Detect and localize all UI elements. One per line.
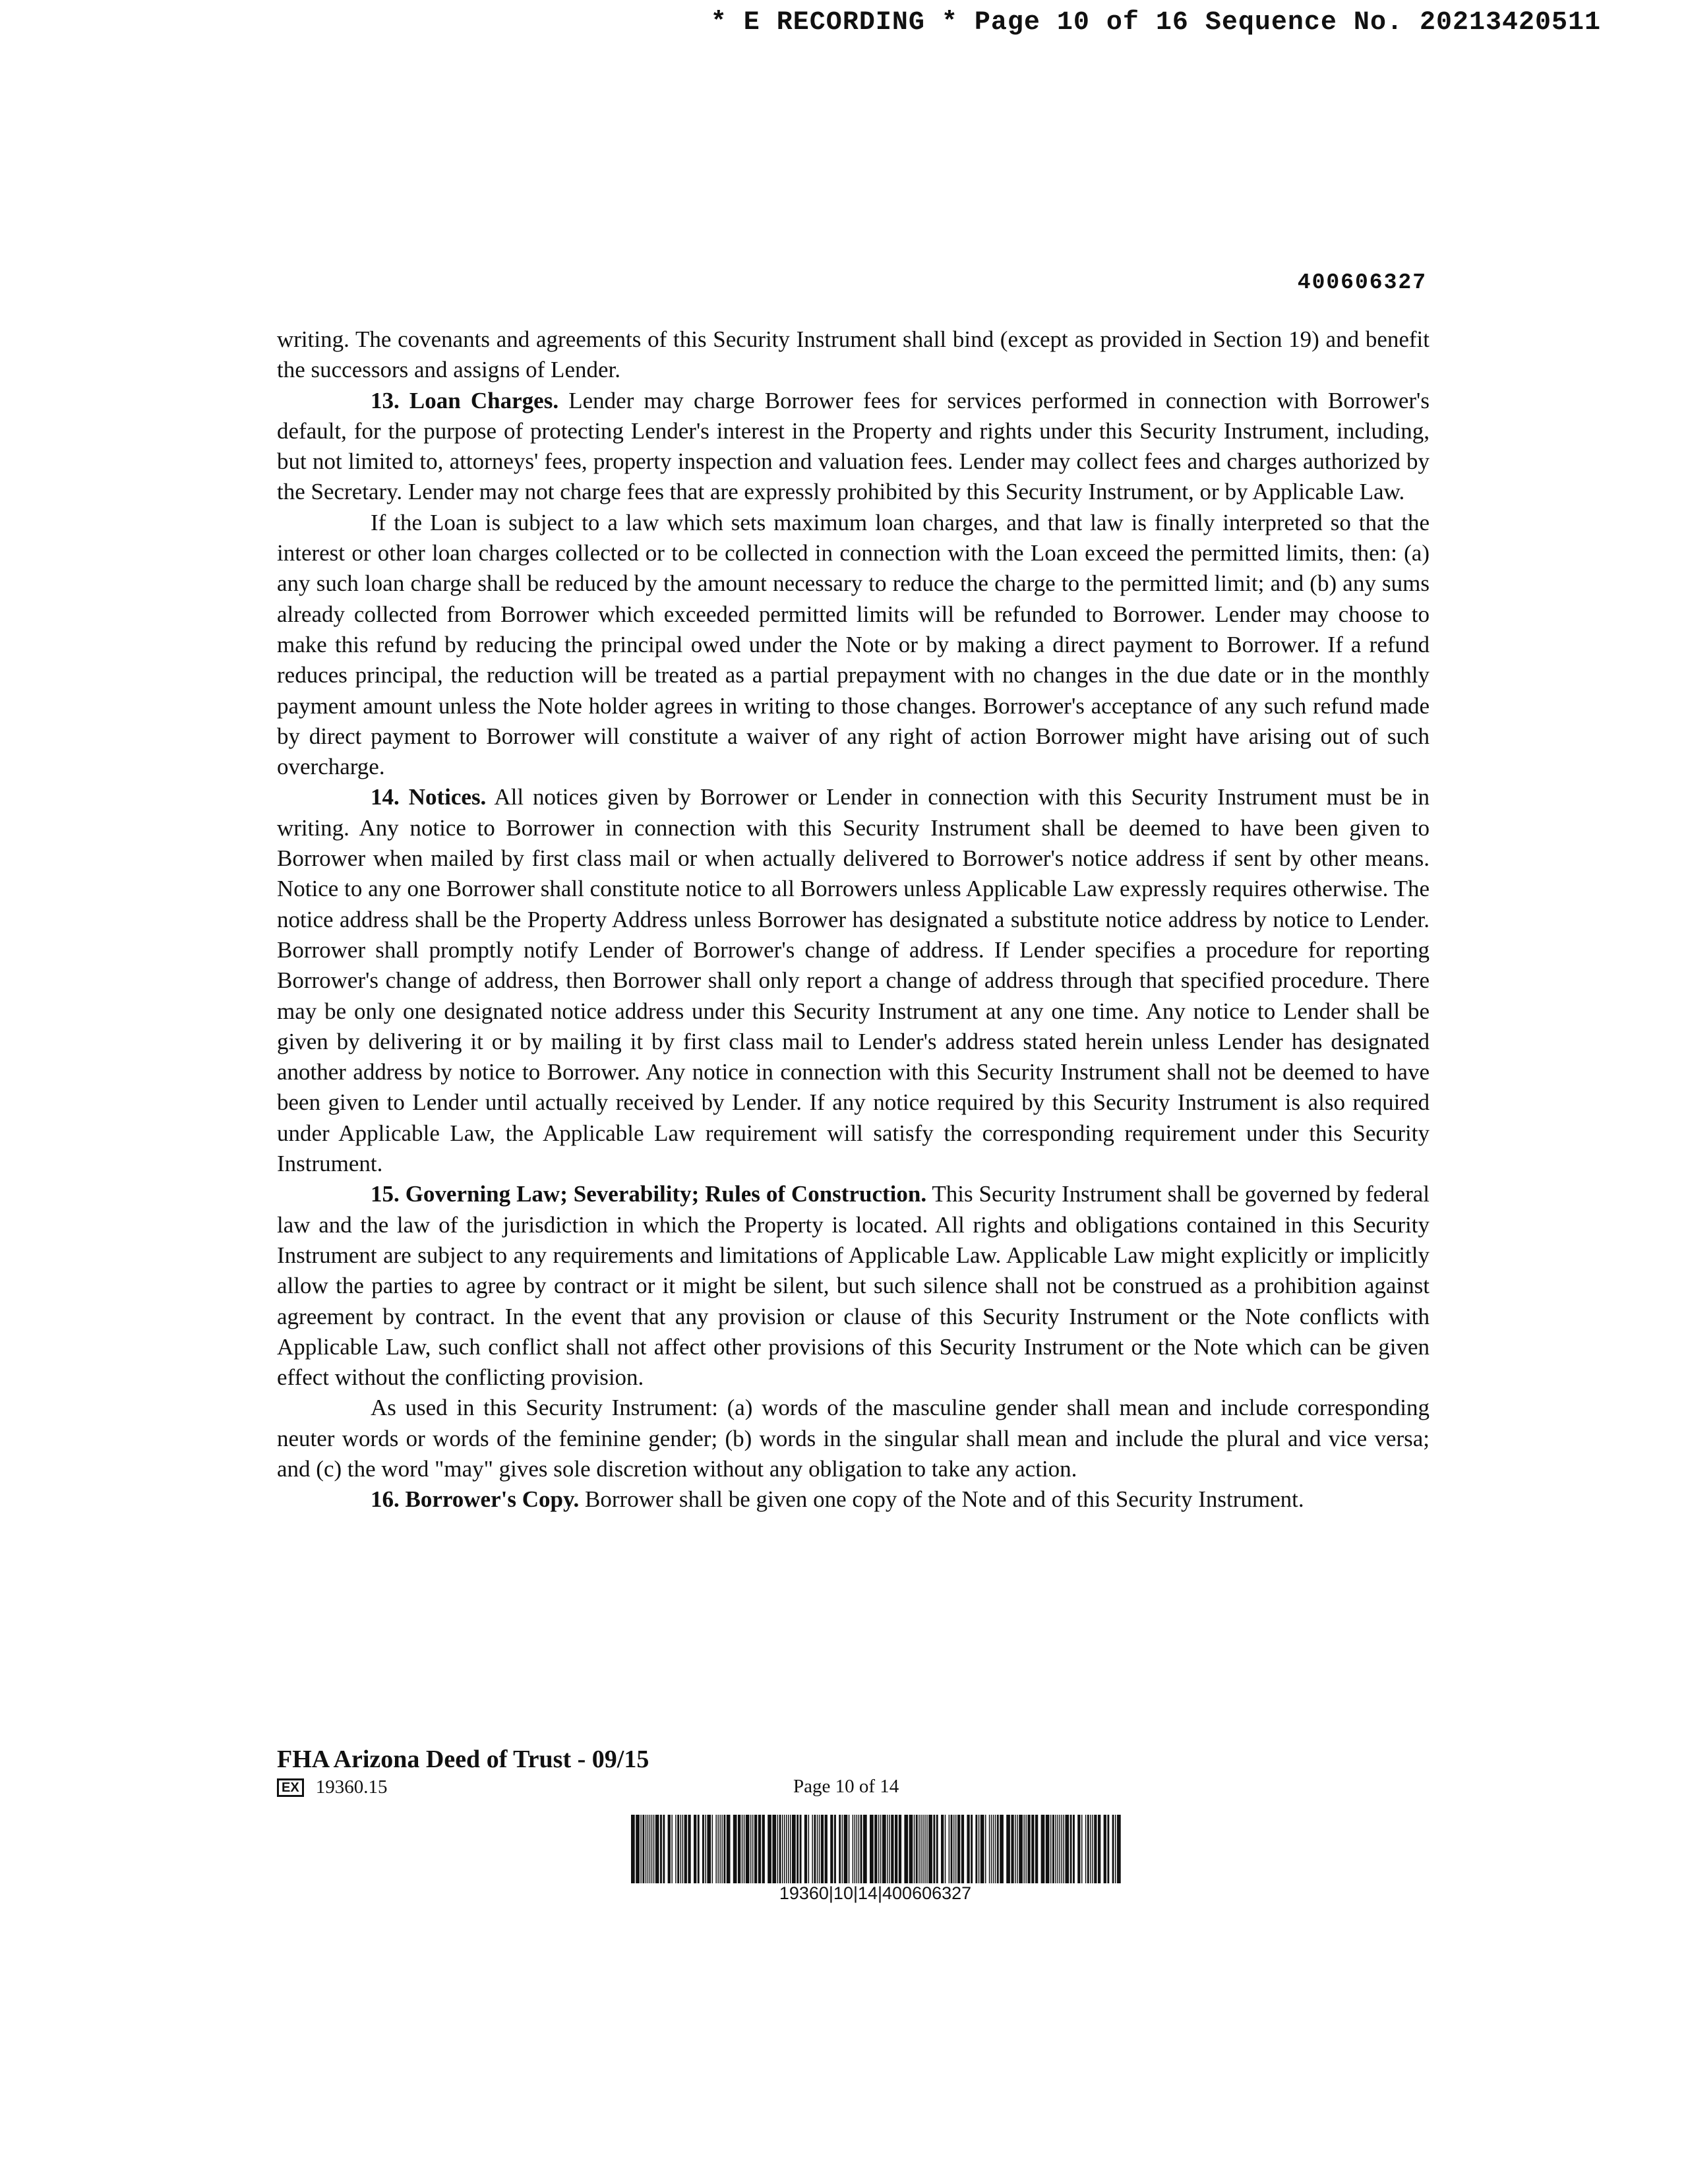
paragraph-0 [277,324,1430,386]
form-title: FHA Arizona Deed of Trust - 09/15 [277,1745,649,1773]
paragraph-text: writing. The covenants and agreements of this Security Instrument shall bind (except as provided in Section 19) and benefit the successors and assigns of Lender. [277,326,1430,383]
ex-logo-icon: EX [277,1778,304,1797]
form-id [277,1776,387,1798]
barcode-text: 19360|10|14|400606327 [779,1883,972,1903]
paragraph-text: If the Loan is subject to a law which sets maximum loan charges, and that law is finally interpreted so that the interest or other loan charges collected or to be collected in connection with the Loan exceed the permitted limits, then: (a) any such loan charge shall be reduced by the amount necessary to reduce the charge to the permitted limit; and (b) any sums already collected from Borrower which exceeded permitted limits will be refunded to Borrower. Lender may choose to make this refund by reducing the principal owed under the Note or by making a direct payment to Borrower. If a refund reduces principal, the reduction will be treated as a partial prepayment with no changes in the due date or in the monthly payment amount unless the Note holder agrees in writing to those changes. Borrower's acceptance of any such refund made by direct payment to Borrower will constitute a waiver of any right of action Borrower might have arising out of such overcharge. [277,509,1430,780]
section-title: 15. Governing Law; Severability; Rules of Construction. [371,1181,927,1207]
paragraph-text: This Security Instrument shall be governed by federal law and the law of the jurisdiction in which the Property is located. All rights and obligations contained in this Security Instrument are subject to any requirements and limitations of Applicable Law. Applicable Law might explicitly or implicitly allow the parties to agree by contract or it might be silent, but such silence shall not be construed as a prohibition against agreement by contract. In the event that any provision or clause of this Security Instrument or the Note conflicts with Applicable Law, such conflict shall not affect other provisions of this Security Instrument or the Note which can be given effect without the conflicting provision. [277,1181,1430,1391]
form-number: 19360.15 [315,1776,388,1798]
paragraph-3 [277,782,1430,1179]
paragraph-5 [277,1393,1430,1484]
section-title: 14. Notices. [371,784,487,810]
paragraph-text: Lender may charge Borrower fees for services performed in connection with Borrower's default, for the purpose of protecting Lender's interest in the Property and rights under this Security Instrument, including, but not limited to, attorneys' fees, property inspection and valuation fees. Lender may collect fees and charges authorized by the Secretary. Lender may not charge fees that are expressly prohibited by this Security Instrument, or by Applicable Law. [277,387,1430,505]
document-body [277,324,1430,1515]
paragraph-1 [277,386,1430,508]
paragraph-text: All notices given by Borrower or Lender in connection with this Security Instrument must be in writing. Any notice to Borrower in connection with this Security Instrument shall be deemed to have been given to Borrower when mailed by first class mail or when actually delivered to Borrower's notice address if sent by other means. Notice to any one Borrower shall constitute notice to all Borrowers unless Applicable Law expressly requires otherwise. The notice address shall be the Property Address unless Borrower has designated a substitute notice address by notice to Lender. Borrower shall promptly notify Lender of Borrower's change of address. If Lender specifies a procedure for reporting Borrower's change of address, then Borrower shall only report a change of address through that specified procedure. There may be only one designated notice address under this Security Instrument at any one time. Any notice to Lender shall be given by delivering it or by mailing it by first class mail to Lender's address stated herein unless Lender has designated another address by notice to Borrower. Any notice in connection with this Security Instrument shall not be deemed to have been given to Lender until actually received by Lender. If any notice required by this Security Instrument is also required under Applicable Law, the Applicable Law requirement will satisfy the corresponding requirement under this Security Instrument. [277,784,1430,1177]
page-label: Page 10 of 14 [793,1776,899,1797]
section-title: 13. Loan Charges. [371,387,559,413]
barcode-icon [630,1815,1121,1883]
paragraph-2 [277,508,1430,783]
recording-header: * E RECORDING * Page 10 of 16 Sequence No. 20213420511 [710,8,1601,38]
barcode [630,1815,1121,1904]
paragraph-4 [277,1179,1430,1393]
paragraph-text: As used in this Security Instrument: (a) words of the masculine gender shall mean and include corresponding neuter words or words of the feminine gender; (b) words in the singular shall mean and include the plural and vice versa; and (c) the word "may" gives sole discretion without any obligation to take any action. [277,1395,1430,1482]
section-title: 16. Borrower's Copy. [371,1486,580,1513]
loan-number: 400606327 [1297,270,1427,295]
paragraph-6 [277,1484,1430,1515]
paragraph-text: Borrower shall be given one copy of the Note and of this Security Instrument. [579,1486,1304,1513]
